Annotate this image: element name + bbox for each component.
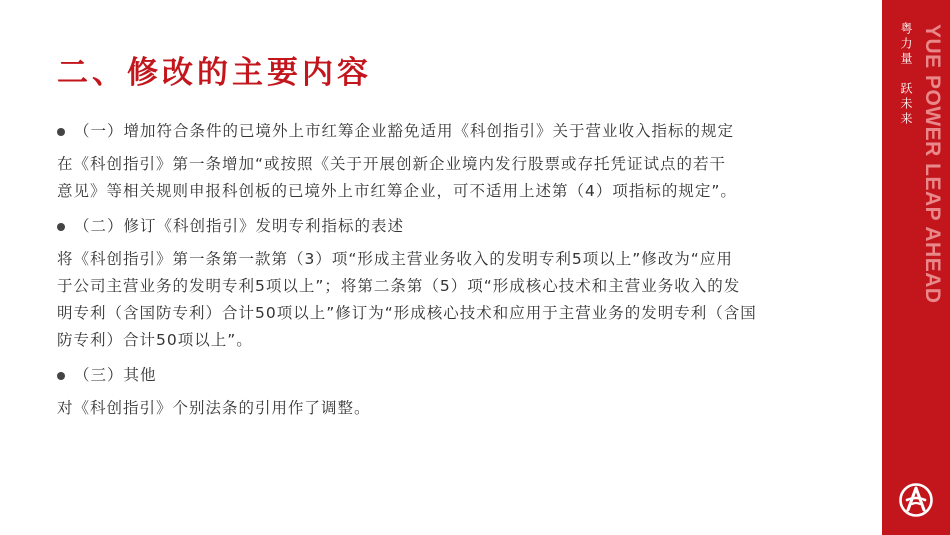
bullet-dot-icon bbox=[57, 223, 65, 231]
section-heading-text: （一）增加符合条件的已境外上市红筹企业豁免适用《科创指引》关于营业收入指标的规定 bbox=[74, 122, 735, 140]
body-line: 将《科创指引》第一条第一款第（3）项“形成主营业务收入的发明专利5项以上”修改为“应用 bbox=[57, 250, 733, 268]
bullet-dot-icon bbox=[57, 128, 65, 136]
brand-tagline: YUE POWER LEAP AHEAD bbox=[921, 24, 944, 304]
body-line: 在《科创指引》第一条增加“或按照《关于开展创新企业境内发行股票或存托凭证试点的若干 bbox=[57, 155, 727, 173]
section-body-1 bbox=[57, 151, 862, 205]
company-logo-icon bbox=[899, 483, 933, 517]
slogan-2: 跃未来 bbox=[899, 82, 913, 127]
section-heading-1 bbox=[57, 118, 862, 145]
body-line: 明专利（含国防专利）合计50项以上”修订为“形成核心技术和应用于主营业务的发明专利（含国 bbox=[57, 304, 757, 322]
section-heading-2 bbox=[57, 213, 862, 240]
body-line: 意见》等相关规则申报科创板的已境外上市红筹企业，可不适用上述第（4）项指标的规定”。 bbox=[57, 182, 737, 200]
content-body bbox=[57, 118, 862, 422]
slogan-1: 粤力量 bbox=[899, 22, 913, 67]
section-body-2 bbox=[57, 246, 862, 354]
brand-sidebar bbox=[882, 0, 950, 535]
section-heading-text: （二）修订《科创指引》发明专利指标的表述 bbox=[74, 217, 405, 235]
body-line: 防专利）合计50项以上”。 bbox=[57, 331, 253, 349]
body-line: 对《科创指引》个别法条的引用作了调整。 bbox=[57, 399, 371, 417]
bullet-dot-icon bbox=[57, 372, 65, 380]
page-title: 二、修改的主要内容 bbox=[57, 55, 372, 91]
section-heading-text: （三）其他 bbox=[74, 366, 157, 384]
section-heading-3 bbox=[57, 362, 862, 389]
section-body-3 bbox=[57, 395, 862, 422]
body-line: 于公司主营业务的发明专利5项以上”；将第二条第（5）项“形成核心技术和主营业务收入的发 bbox=[57, 277, 741, 295]
